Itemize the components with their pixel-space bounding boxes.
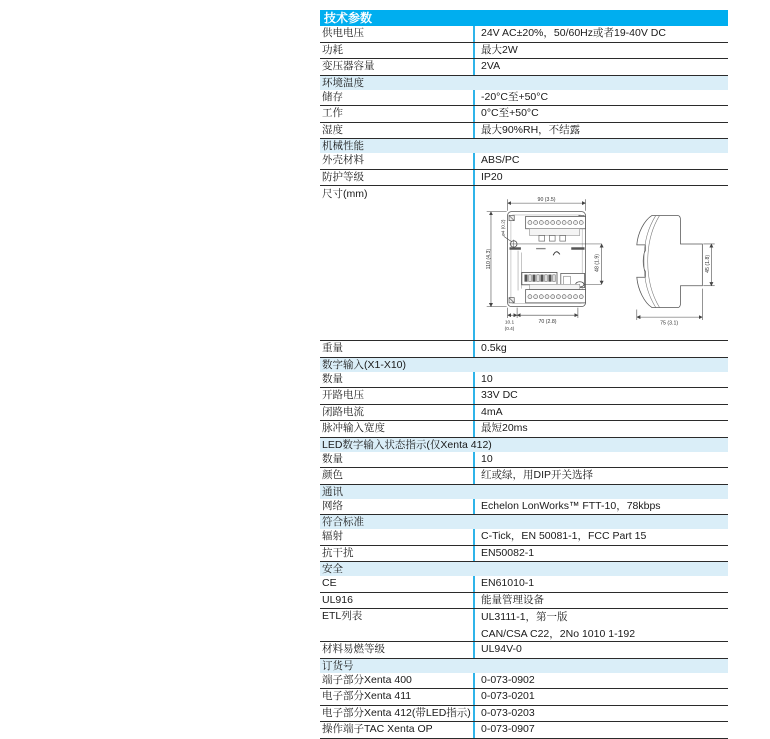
section-band [320,562,728,576]
dimensions-drawing [481,186,728,338]
spec-row [320,405,728,422]
spec-row [320,170,728,187]
section-band [320,515,728,529]
spec-label: 重量 [322,342,343,354]
spec-row [320,421,728,438]
spec-label: 抗干扰 [322,546,354,559]
spec-row [320,576,728,593]
spec-label: 材料易燃等级 [322,643,385,655]
spec-value: 0-073-0203 [473,706,728,722]
spec-value: 2VA [473,59,728,75]
spec-row [320,452,728,469]
spec-label: 数量 [322,372,343,385]
side-view [637,215,703,307]
spec-row [320,123,728,140]
spec-row [320,43,728,60]
spec-value: EN61010-1 [473,576,728,592]
spec-row [320,689,728,706]
spec-label: 端子部分Xenta 400 [322,673,412,686]
spec-label: 电子部分Xenta 411 [322,690,412,702]
spec-value: 0-073-0201 [473,689,728,705]
spec-value-line: UL3111-1，第一版 [481,611,568,623]
spec-value: 0-073-0907 [473,722,728,738]
spec-label: 外壳材料 [322,154,364,166]
spec-value: 0°C至+50°C [473,106,728,122]
spec-value: 10 [473,372,728,388]
section-band-label: 数字输入(X1-X10) [322,358,407,371]
spec-label: UL916 [322,593,353,606]
spec-row [320,153,728,170]
spec-label: 功耗 [322,43,343,56]
spec-value: 最大2W [473,43,728,59]
section-band [320,358,728,372]
spec-label: CE [322,577,337,589]
spec-label: 供电电压 [322,27,364,39]
spec-label: 脉冲输入宽度 [322,422,385,434]
dim-offset-mm: 10.1 [504,320,515,326]
spec-value: 最大90%RH，不结露 [473,123,728,139]
spec-label: 工作 [322,107,343,119]
spec-row [320,609,728,642]
spec-row [320,499,728,516]
spec-value: C-Tick，EN 50081-1，FCC Part 15 [473,529,728,545]
spec-value: 红或绿，用DIP开关选择 [473,468,728,484]
spec-label: 网络 [322,499,343,512]
spec-label: 开路电压 [322,389,364,401]
spec-table-title: 技术参数 [320,10,728,26]
spec-label: 颜色 [322,469,343,481]
section-band [320,438,728,452]
spec-value: Echelon LonWorks™ FTT-10，78kbps [473,499,728,515]
dimensions-row [320,186,728,341]
spec-value [473,609,728,641]
spec-label: 操作端子TAC Xenta OP [322,723,433,735]
spec-label: 数量 [322,452,343,465]
front-view [508,212,602,307]
section-band-label: 环境温度 [322,76,364,89]
spec-row [320,106,728,123]
spec-row [320,706,728,723]
spec-table [320,10,728,739]
spec-label: 变压器容量 [322,60,375,72]
spec-row [320,468,728,485]
spec-value: 24V AC±20%，50/60Hz或者19-40V DC [473,26,728,42]
spec-row [320,673,728,690]
spec-value: 33V DC [473,388,728,404]
spec-row [320,26,728,43]
section-band [320,659,728,673]
section-band-label: 订货号 [322,659,354,672]
spec-row [320,341,728,358]
spec-label: 辐射 [322,530,343,542]
spec-value: IP20 [473,170,728,186]
dim-offset-in: (0.4) [504,326,515,332]
dim-hole-dia: ø4 (0.2) [501,219,507,237]
spec-row [320,642,728,659]
section-band-label: 符合标准 [322,516,364,528]
section-band-label: 通讯 [322,485,343,498]
section-band-label: 安全 [322,563,343,575]
spec-label: 尺寸(mm) [322,188,368,200]
spec-value: 能量管理设备 [473,593,728,609]
spec-row [320,722,728,739]
dim-front-height: 110 (4.3) [486,248,493,270]
dim-side-height: 45 (1.8) [705,254,711,273]
spec-row [320,388,728,405]
spec-row [320,546,728,563]
spec-value: 4mA [473,405,728,421]
spec-label: 储存 [322,90,343,103]
section-band-label: LED数字输入状态指示(仅Xenta 412) [322,438,492,451]
spec-label: 防护等级 [322,170,364,183]
section-band [320,139,728,153]
spec-table-body [320,26,728,739]
dim-led-span: 48 (1.9) [594,253,601,272]
spec-value: -20°C至+50°C [473,90,728,106]
spec-label: 湿度 [322,123,343,136]
dim-side-depth: 75 (3.1) [660,320,679,327]
spec-row [320,59,728,76]
spec-value: UL94V-0 [473,642,728,658]
spec-label: 闭路电流 [322,405,364,418]
section-band-label: 机械性能 [322,140,364,152]
spec-value: 0.5kg [473,341,728,357]
spec-row [320,529,728,546]
spec-label: ETL列表 [322,610,363,622]
section-band [320,485,728,499]
spec-row [320,372,728,389]
spec-value: 最短20ms [473,421,728,437]
spec-label: 电子部分Xenta 412(带LED指示) [322,706,471,719]
dim-bottom-span: 70 (2.8) [538,318,557,325]
dimensions-diagram [481,186,728,340]
spec-value: ABS/PC [473,153,728,169]
dim-front-width: 90 (3.5) [537,197,556,204]
section-band [320,76,728,90]
spec-value: EN50082-1 [473,546,728,562]
spec-value: 10 [473,452,728,468]
spec-row [320,90,728,107]
spec-value [473,186,728,340]
spec-value: 0-073-0902 [473,673,728,689]
spec-value-line: CAN/CSA C22，2No 1010 1-192 [481,627,636,640]
spec-row [320,593,728,610]
